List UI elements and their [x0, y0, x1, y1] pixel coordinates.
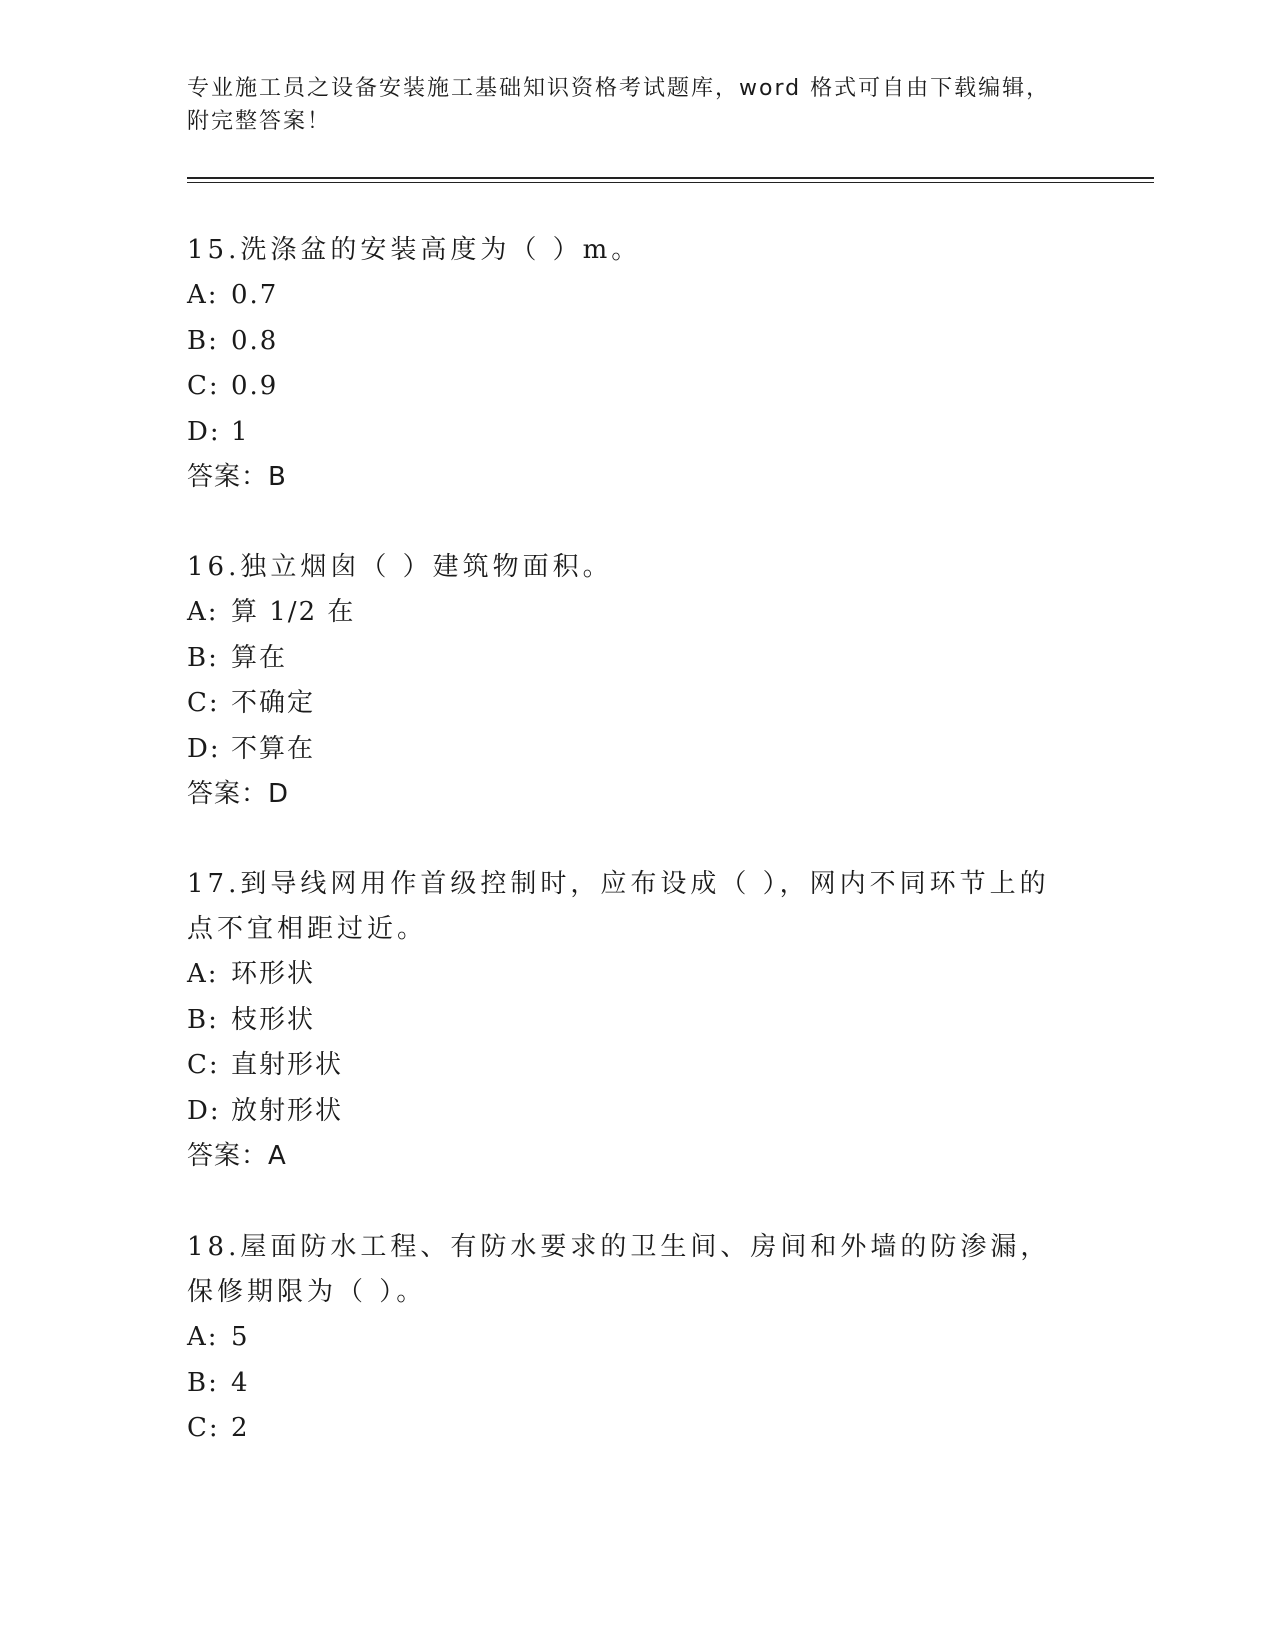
- option-c: [187, 681, 1087, 727]
- option-text: 算在: [231, 642, 288, 673]
- option-key: B:: [187, 1367, 219, 1398]
- option-key: B:: [187, 325, 219, 356]
- option-key: B:: [187, 1004, 219, 1035]
- option-text: 0.9: [231, 371, 279, 401]
- option-key: C:: [187, 371, 220, 401]
- option-a: [187, 1315, 1067, 1361]
- header-title-line2: 附完整答案！: [187, 109, 332, 134]
- option-key: D:: [187, 733, 221, 764]
- option-b: [187, 636, 1087, 682]
- option-b: [187, 1361, 1067, 1407]
- option-key: C:: [187, 1050, 220, 1080]
- option-text: 5: [231, 1322, 250, 1352]
- option-text: 0.8: [231, 325, 279, 356]
- option-text: 放射形状: [231, 1095, 344, 1126]
- option-text: 2: [231, 1413, 250, 1443]
- question-stem: 16.独立烟囱（ ）建筑物面积。: [187, 552, 613, 582]
- option-d: [187, 410, 1087, 456]
- option-text: 0.7: [231, 280, 279, 310]
- option-a: [187, 952, 1067, 998]
- option-text: 环形状: [231, 959, 316, 989]
- option-text: 不算在: [231, 733, 316, 764]
- header-divider-top: [187, 177, 1154, 179]
- option-key: D:: [187, 416, 221, 447]
- header-divider-bottom: [187, 182, 1154, 183]
- option-b: [187, 998, 1067, 1044]
- option-a: [187, 273, 1087, 319]
- option-text: 枝形状: [231, 1004, 316, 1035]
- option-key: B:: [187, 642, 219, 673]
- question-stem: 17.到导线网用作首级控制时，应布设成（ ），网内不同环节上的点不宜相距过近。: [187, 869, 1050, 944]
- question-17: [187, 862, 1067, 1178]
- answer-line: 答案：A: [187, 1141, 287, 1171]
- option-text: 直射形状: [231, 1050, 344, 1080]
- option-text: 算 1/2 在: [231, 597, 356, 627]
- option-key: C:: [187, 688, 220, 718]
- option-key: A:: [187, 280, 219, 310]
- option-key: A:: [187, 1322, 219, 1352]
- option-a: [187, 590, 1087, 636]
- option-text: 不确定: [231, 688, 316, 718]
- option-c: [187, 1043, 1067, 1089]
- option-d: [187, 727, 1087, 773]
- answer-line: 答案：B: [187, 462, 287, 492]
- option-key: A:: [187, 597, 219, 627]
- question-15: [187, 228, 1087, 499]
- option-key: C:: [187, 1413, 220, 1443]
- option-c: [187, 1406, 1067, 1452]
- answer-line: 答案：D: [187, 779, 290, 809]
- question-stem: 15.洗涤盆的安装高度为（ ）m。: [187, 235, 642, 265]
- option-b: [187, 319, 1087, 365]
- question-stem: 18.屋面防水工程、有防水要求的卫生间、房间和外墙的防渗漏，保修期限为（ ）。: [187, 1232, 1051, 1307]
- option-d: [187, 1089, 1067, 1135]
- option-text: 1: [231, 416, 250, 447]
- option-key: A:: [187, 959, 219, 989]
- option-text: 4: [231, 1367, 250, 1398]
- header-title-line1: 专业施工员之设备安装施工基础知识资格考试题库，word 格式可自由下载编辑，: [187, 76, 1051, 101]
- option-c: [187, 364, 1087, 410]
- document-header: [187, 72, 1067, 138]
- question-18: [187, 1225, 1067, 1452]
- option-key: D:: [187, 1095, 221, 1126]
- question-16: [187, 545, 1087, 816]
